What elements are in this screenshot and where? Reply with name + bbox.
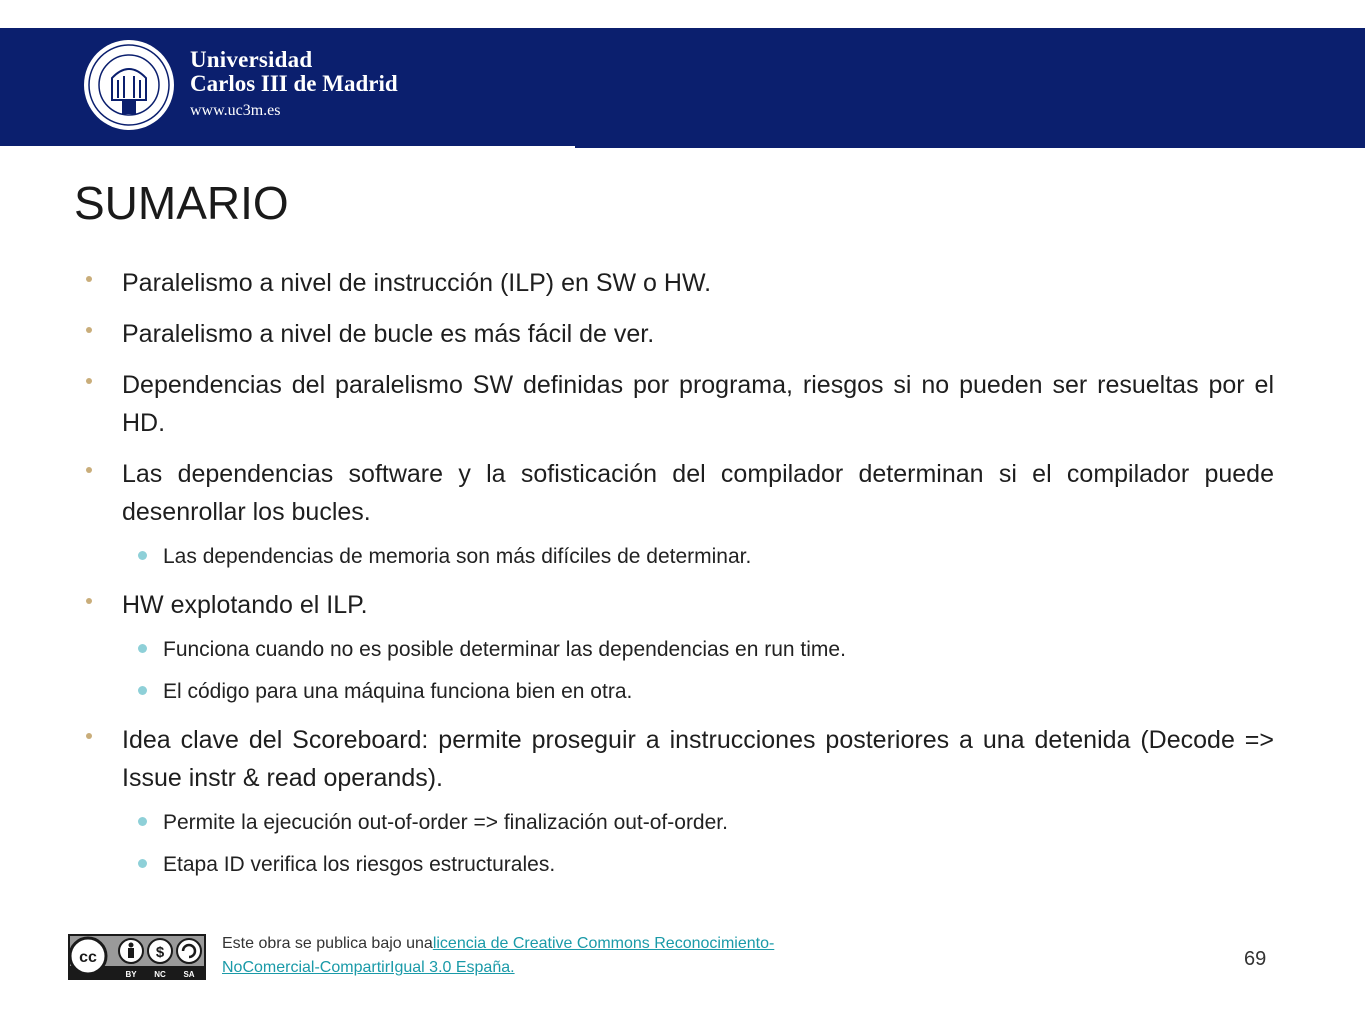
- cc-badge-sa: SA: [183, 970, 195, 979]
- sub-bullet-text: Etapa ID verifica los riesgos estructurales.: [163, 853, 556, 876]
- sub-bullet-text: Las dependencias de memoria son más difíciles de determinar.: [163, 545, 752, 568]
- sub-bullet-text: Funciona cuando no es posible determinar las dependencias en run time.: [163, 638, 846, 661]
- university-seal-logo: [82, 38, 176, 132]
- sub-bullet-dot-icon: [138, 817, 147, 826]
- license-link-line1[interactable]: licencia de Creative Commons Reconocimiento-: [432, 935, 775, 952]
- bullet-dot-icon: [86, 467, 92, 473]
- bullet-text: Paralelismo a nivel de instrucción (ILP) en SW o HW.: [122, 269, 712, 297]
- slide-title: SUMARIO: [74, 177, 289, 229]
- sub-bullet-text: Permite la ejecución out-of-order => finalización out-of-order.: [163, 811, 728, 834]
- bullet-text: HW explotando el ILP.: [122, 591, 368, 619]
- bullet-item: [86, 455, 1274, 531]
- sub-bullet-item: [86, 808, 1274, 838]
- creative-commons-badge-icon[interactable]: [68, 934, 206, 980]
- sub-bullet-dot-icon: [138, 551, 147, 560]
- bullet-dot-icon: [86, 378, 92, 384]
- bullet-text: Idea clave del Scoreboard: permite proseguir a instrucciones posteriores a una detenida (Decode => Issue instr & read operands).: [122, 726, 1274, 792]
- svg-text:cc: cc: [79, 949, 97, 966]
- sub-bullet-item: [86, 850, 1274, 880]
- sub-bullet-item: [86, 635, 1274, 665]
- license-link-line2[interactable]: NoComercial-CompartirIgual 3.0 España.: [222, 959, 515, 976]
- bullet-item: [86, 366, 1274, 442]
- sub-bullet-text: El código para una máquina funciona bien en otra.: [163, 680, 633, 703]
- bullet-dot-icon: [86, 733, 92, 739]
- svg-text:$: $: [155, 944, 165, 961]
- sub-bullet-dot-icon: [138, 644, 147, 653]
- logo-line-university: Universidad: [190, 47, 313, 72]
- logo-line-url: www.uc3m.es: [190, 102, 281, 119]
- license-prefix: Este obra se publica bajo una: [222, 935, 433, 952]
- header-underline: [575, 146, 1365, 148]
- bullet-text: Las dependencias software y la sofisticación del compilador determinan si el compilador puede desenrollar los bucles.: [122, 460, 1274, 526]
- sub-bullet-dot-icon: [138, 686, 147, 695]
- bullet-dot-icon: [86, 327, 92, 333]
- logo-line-name: Carlos III de Madrid: [190, 71, 398, 96]
- bullet-dot-icon: [86, 598, 92, 604]
- bullet-item: [86, 315, 1274, 353]
- page-number: 69: [1244, 948, 1267, 970]
- cc-badge-nc: NC: [154, 970, 166, 979]
- cc-badge-by: BY: [125, 970, 137, 979]
- sub-bullet-item: [86, 677, 1274, 707]
- bullet-text: Dependencias del paralelismo SW definidas por programa, riesgos si no pueden ser resueltas por el HD.: [122, 371, 1274, 437]
- bullet-item: [86, 586, 1274, 624]
- university-logo-text: [190, 48, 398, 124]
- bullet-text: Paralelismo a nivel de bucle es más fácil de ver.: [122, 320, 655, 348]
- bullet-item: [86, 721, 1274, 797]
- bullet-list: [86, 264, 1274, 894]
- bullet-item: [86, 264, 1274, 302]
- sub-bullet-dot-icon: [138, 859, 147, 868]
- sub-bullet-item: [86, 542, 1274, 572]
- bullet-dot-icon: [86, 276, 92, 282]
- license-notice: [222, 932, 774, 980]
